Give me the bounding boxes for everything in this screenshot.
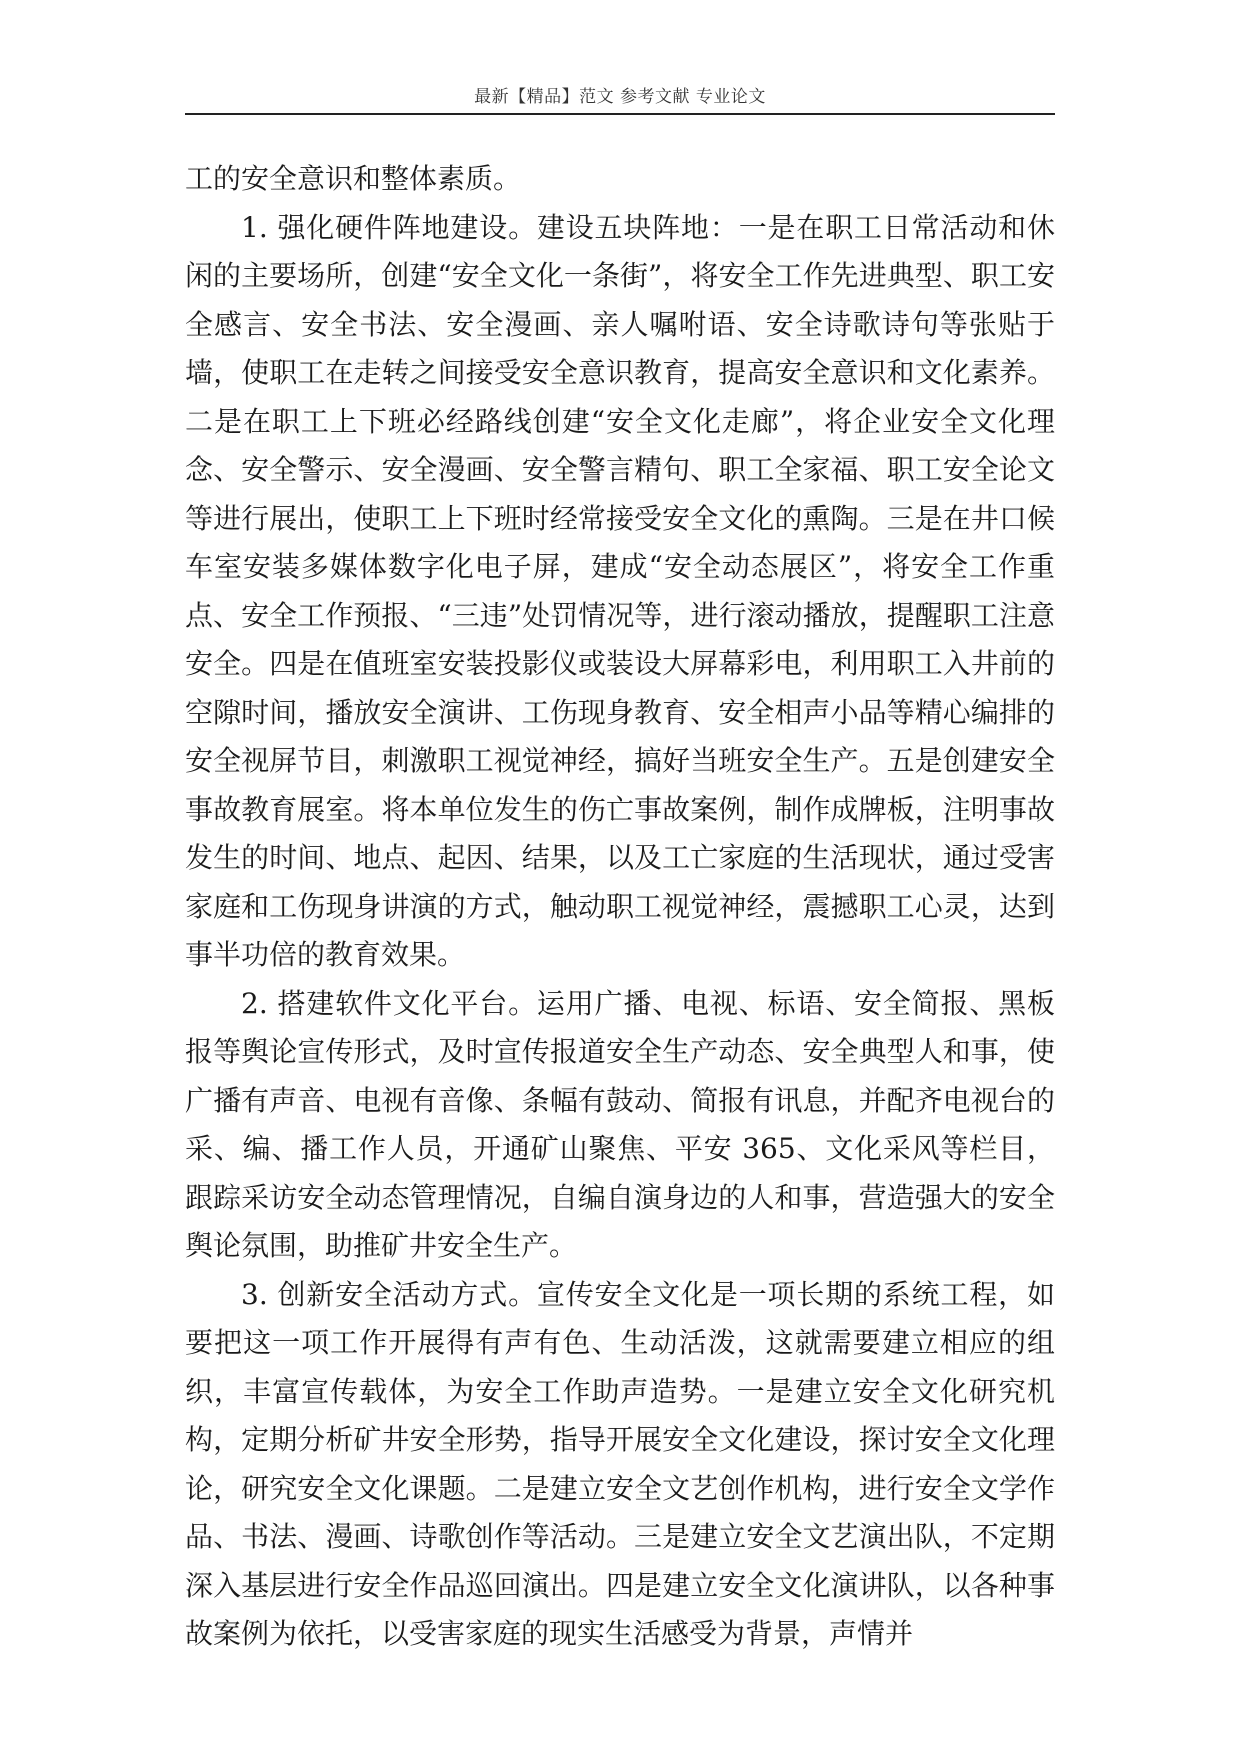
paragraph-continuation: 工的安全意识和整体素质。 — [185, 162, 522, 195]
document-body — [185, 155, 1055, 1659]
paragraph-hardware-construction: 1. 强化硬件阵地建设。建设五块阵地：一是在职工日常活动和休闲的主要场所，创建“安全文化一条街”，将安全工作先进典型、职工安全感言、安全书法、安全漫画、亲人嘱咐语、安全诗歌诗句等张贴于墙，使职工在走转之间接受安全意识教育，提高安全意识和文化素养。二是在职工上下班必经路线创建“安全文化走廊”，将企业安全文化理念、安全警示、安全漫画、安全警言精句、职工全家福、职工安全论文等进行展出，使职工上下班时经常接受安全文化的熏陶。三是在井口候车室安装多媒体数字化电子屏，建成“安全动态展区”，将安全工作重点、安全工作预报、“三违”处罚情况等，进行滚动播放，提醒职工注意安全。四是在值班室安装投影仪或装设大屏幕彩电，利用职工入井前的空隙时间，播放安全演讲、工伤现身教育、安全相声小品等精心编排的安全视屏节目，刺激职工视觉神经，搞好当班安全生产。五是创建安全事故教育展室。将本单位发生的伤亡事故案例，制作成牌板，注明事故发生的时间、地点、起因、结果，以及工亡家庭的生活现状，通过受害家庭和工伤现身讲演的方式，触动职工视觉神经，震撼职工心灵，达到事半功倍的教育效果。 — [185, 210, 1055, 971]
paragraph-activity-innovation: 3. 创新安全活动方式。宣传安全文化是一项长期的系统工程，如要把这一项工作开展得有声有色、生动活泼，这就需要建立相应的组织，丰富宣传载体，为安全工作助声造势。一是建立安全文化研究机构，定期分析矿井安全形势，指导开展安全文化建设，探讨安全文化理论，研究安全文化课题。二是建立安全文艺创作机构，进行安全文学作品、书法、漫画、诗歌创作等活动。三是建立安全文艺演出队，不定期深入基层进行安全作品巡回演出。四是建立安全文化演讲队，以各种事故案例为依托，以受害家庭的现实生活感受为背景，声情并 — [185, 1277, 1055, 1650]
paragraph-software-platform: 2. 搭建软件文化平台。运用广播、电视、标语、安全简报、黑板报等舆论宣传形式，及时宣传报道安全生产动态、安全典型人和事，使广播有声音、电视有音像、条幅有鼓动、简报有讯息，并配齐电视台的采、编、播工作人员，开通矿山聚焦、平安 365、文化采风等栏目，跟踪采访安全动态管理情况，自编自演身边的人和事，营造强大的安全舆论氛围，助推矿井安全生产。 — [185, 986, 1055, 1262]
header-divider — [185, 113, 1055, 115]
running-header: 最新【精品】范文 参考文献 专业论文 — [474, 87, 766, 107]
